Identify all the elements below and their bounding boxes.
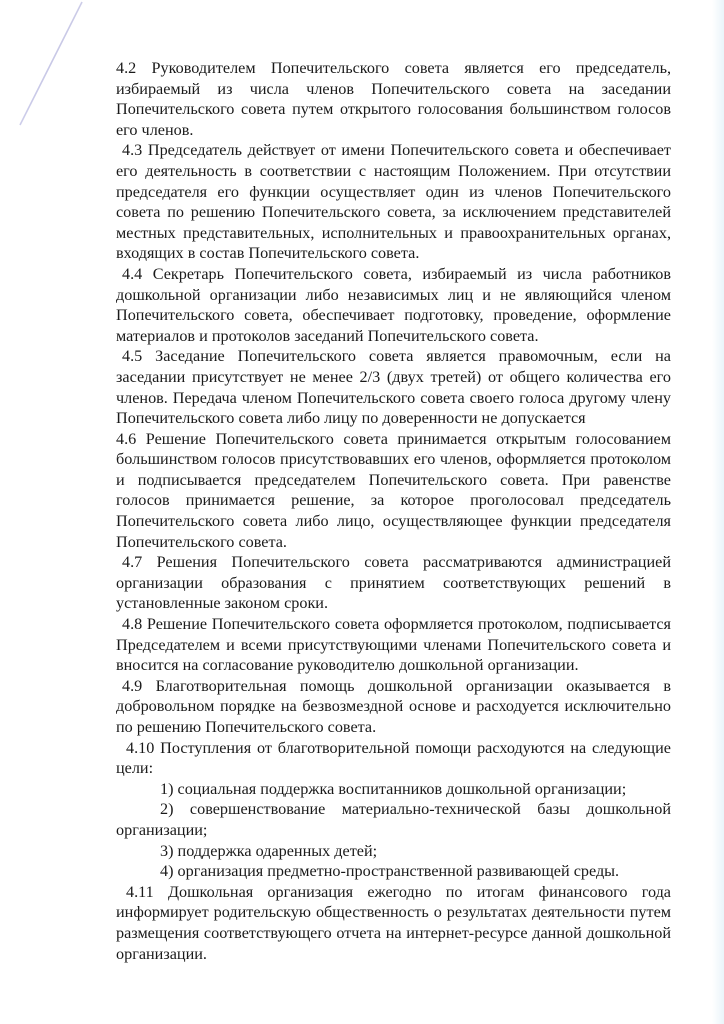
paragraph-4-11: 4.11 Дошкольная организация ежегодно по итогам финансового года информирует родительскую общественность о результатах деятельности путем размещения соответствующего отчета на интернет-ресурсе данной дошкольной организации. bbox=[116, 882, 671, 963]
list-item-4: 4) организация предметно-пространственной развивающей среды. bbox=[160, 862, 620, 881]
list-item-1: 1) социальная поддержка воспитанников дошкольной организации; bbox=[160, 779, 627, 798]
paragraph-4-8: 4.8 Решение Попечительского совета оформляется протоколом, подписывается Председателем и всеми присутствующими членами Попечительского совета и вносится на согласование руководителю дошкольной организации. bbox=[116, 615, 671, 675]
document-page bbox=[116, 58, 671, 964]
paragraph-4-9: 4.9 Благотворительная помощь дошкольной организации оказывается в добровольном порядке на безвозмездной основе и расходуется исключительно по решению Попечительского совета. bbox=[116, 676, 671, 736]
scan-border-tint bbox=[712, 0, 724, 1024]
paragraph-4-6: 4.6 Решение Попечительского совета принимается открытым голосованием большинством голосов присутствовавших его членов, оформляется протоколом и подписывается председателем Попечительского совета. При равенстве голосов принимается решение, за которое проголосовал председатель Попечительского совета либо лицо, осуществляющее функции председателя Попечительского совета. bbox=[116, 429, 671, 551]
list-item-3: 3) поддержка одаренных детей; bbox=[160, 841, 378, 860]
list-item-2: 2) совершенствование материально-технической базы дошкольной организации; bbox=[116, 800, 671, 839]
paragraph-4-3: 4.3 Председатель действует от имени Попечительского совета и обеспечивает его деятельность в соответствии с настоящим Положением. При отсутствии председателя его функции осуществляет один из членов Попечительского совета по решению Попечительского совета, за исключением представителей местных представительных, исполнительных и правоохранительных органах, входящих в состав Попечительского совета. bbox=[116, 141, 671, 263]
paragraph-4-4: 4.4 Секретарь Попечительского совета, избираемый из числа работников дошкольной организации либо независимых лиц и не являющийся членом Попечительского совета, обеспечивает подготовку, проведение, оформление материалов и протоколов заседаний Попечительского совета. bbox=[116, 264, 671, 345]
paragraph-4-5: 4.5 Заседание Попечительского совета является правомочным, если на заседании присутствует не менее 2/3 (двух третей) от общего количества его членов. Передача членом Попечительского совета своего голоса другому члену Попечительского совета либо лицу по доверенности не допускается bbox=[116, 347, 671, 428]
paragraph-4-7: 4.7 Решения Попечительского совета рассматриваются администрацией организации образования с принятием соответствующих решений в установленные законом сроки. bbox=[116, 553, 671, 613]
paragraph-4-10: 4.10 Поступления от благотворительной помощи расходуются на следующие цели: bbox=[116, 738, 671, 778]
paragraph-4-2: 4.2 Руководителем Попечительского совета является его председатель, избираемый из числа членов Попечительского совета на заседании Попечительского совета путем открытого голосования большинством голосов его членов. bbox=[116, 59, 671, 139]
